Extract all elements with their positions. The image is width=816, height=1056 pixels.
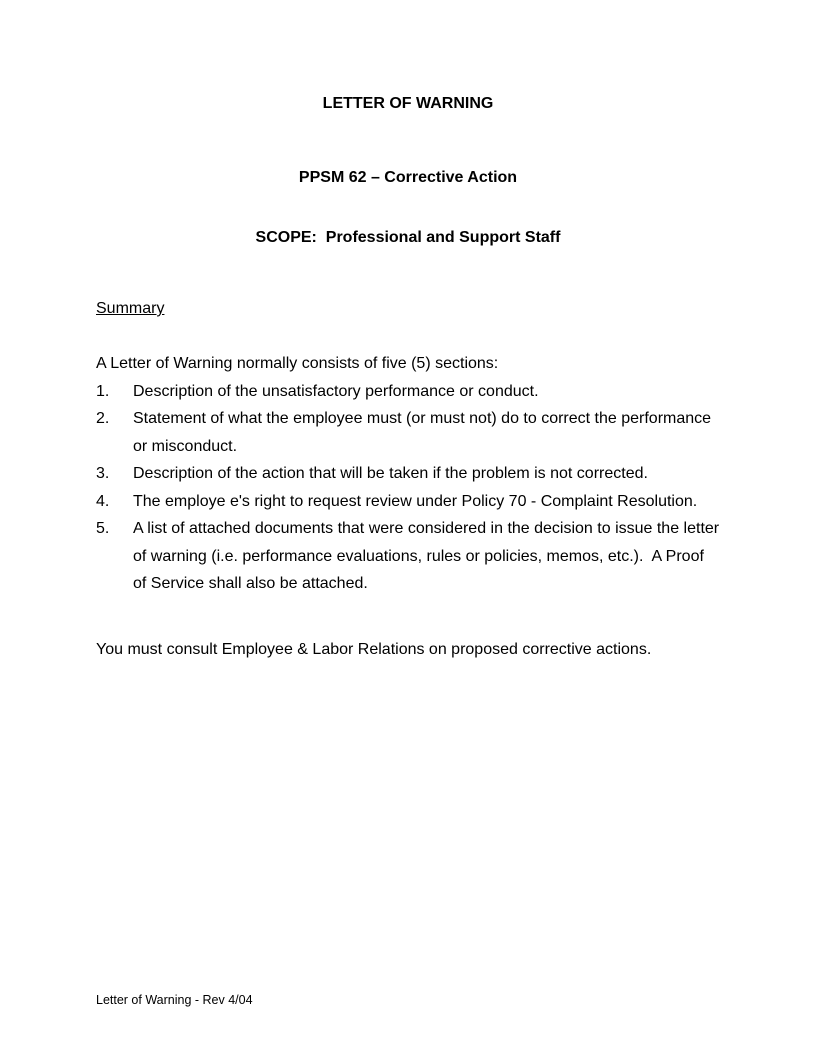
list-item-number: 2. [96, 410, 110, 427]
list-item-line: or misconduct. [133, 437, 238, 455]
list-item-line: A list of attached documents that were considered in the decision to issue the letter [133, 520, 720, 537]
list-item-number: 3. [96, 465, 110, 482]
list-item-text [133, 378, 756, 406]
document-title: LETTER OF WARNING [322, 95, 494, 112]
list-item-line: Description of the action that will be taken if the problem is not corrected. [133, 465, 648, 482]
list-item-line: The employe e's right to request review under Policy 70 - Complaint Resolution. [133, 492, 698, 510]
list-item-text [133, 405, 756, 460]
footer-text: Letter of Warning - Rev 4/04 [96, 993, 253, 1007]
document-subtitle [0, 128, 816, 288]
closing-paragraph: You must consult Employee & Labor Relations on proposed corrective actions. [96, 640, 652, 658]
document-subtitle-line1: PPSM 62 – Corrective Action [298, 169, 518, 186]
intro-paragraph: A Letter of Warning normally consists of five (5) sections: [96, 355, 499, 372]
list-item-line: of Service shall also be attached. [133, 575, 368, 592]
title-block [0, 94, 816, 288]
list-item-text [133, 460, 756, 488]
list-item-line: Statement of what the employee must (or must not) do to correct the performance [133, 410, 712, 427]
list-item [96, 460, 756, 488]
list-item-line: Description of the unsatisfactory performance or conduct. [133, 382, 539, 400]
list-item-line: of warning (i.e. performance evaluations, rules or policies, memos, etc.). A Proof [133, 547, 704, 565]
list-item [96, 488, 756, 516]
numbered-list [96, 378, 756, 598]
list-item [96, 515, 756, 598]
list-item-text [133, 515, 756, 598]
list-item-text [133, 488, 756, 516]
document-subtitle-line2: SCOPE: Professional and Support Staff [255, 229, 561, 246]
section-heading [96, 295, 756, 323]
list-item [96, 405, 756, 460]
list-item-number: 1. [96, 382, 110, 400]
summary-heading: Summary [96, 300, 165, 317]
list-item-number: 5. [96, 520, 110, 537]
list-item [96, 378, 756, 406]
list-item-number: 4. [96, 492, 110, 510]
document-body [96, 295, 756, 663]
